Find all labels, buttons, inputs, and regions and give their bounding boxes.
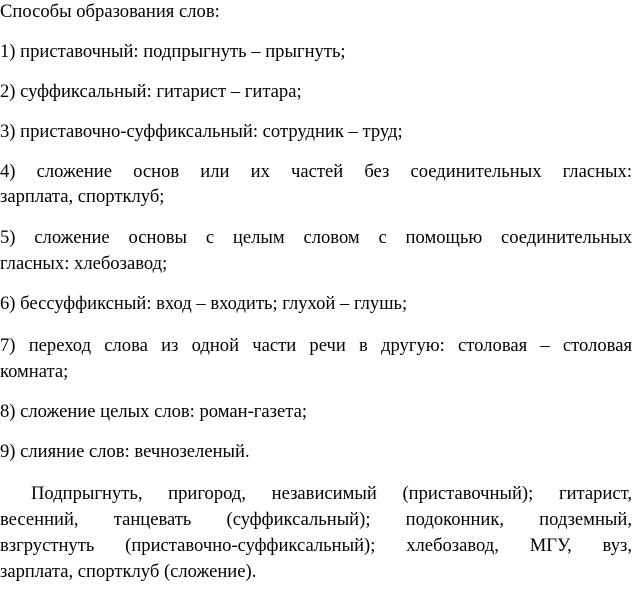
list-item-3: 3) приставочно-суффиксальный: сотрудник – труд; <box>0 121 403 142</box>
list-item-8: 8) сложение целых слов: роман-газета; <box>0 401 308 422</box>
list-item-9: 9) слияние слов: вечнозеленый. <box>0 441 250 462</box>
example-paragraph-line-3: взгрустнуть (приставочно-суффиксальный); хлебозавод, МГУ, вуз, <box>0 535 632 556</box>
list-item-7-line-2: комната; <box>0 361 69 382</box>
list-item-6: 6) бессуффиксный: вход – входить; глухой – глушь; <box>0 293 408 314</box>
list-item-5-line-2: гласных: хлебозавод; <box>0 253 168 274</box>
example-paragraph-line-2: весенний, танцевать (суффиксальный); подоконник, подземный, <box>0 509 632 530</box>
heading: Способы образования слов: <box>0 1 220 22</box>
list-item-7-line-1: 7) переход слова из одной части речи в другую: столовая – столовая <box>0 335 632 356</box>
list-item-5-line-1: 5) сложение основы с целым словом с помощью соединительных <box>0 227 632 248</box>
list-item-2: 2) суффиксальный: гитарист – гитара; <box>0 81 302 102</box>
list-item-1: 1) приставочный: подпрыгнуть – прыгнуть; <box>0 41 346 62</box>
example-paragraph-line-4: зарплата, спортклуб (сложение). <box>0 561 257 582</box>
example-paragraph-line-1: Подпрыгнуть, пригород, независимый (приставочный); гитарист, <box>31 483 632 504</box>
list-item-4-line-1: 4) сложение основ или их частей без соединительных гласных: <box>0 161 632 182</box>
list-item-4-line-2: зарплата, спортклуб; <box>0 186 165 207</box>
